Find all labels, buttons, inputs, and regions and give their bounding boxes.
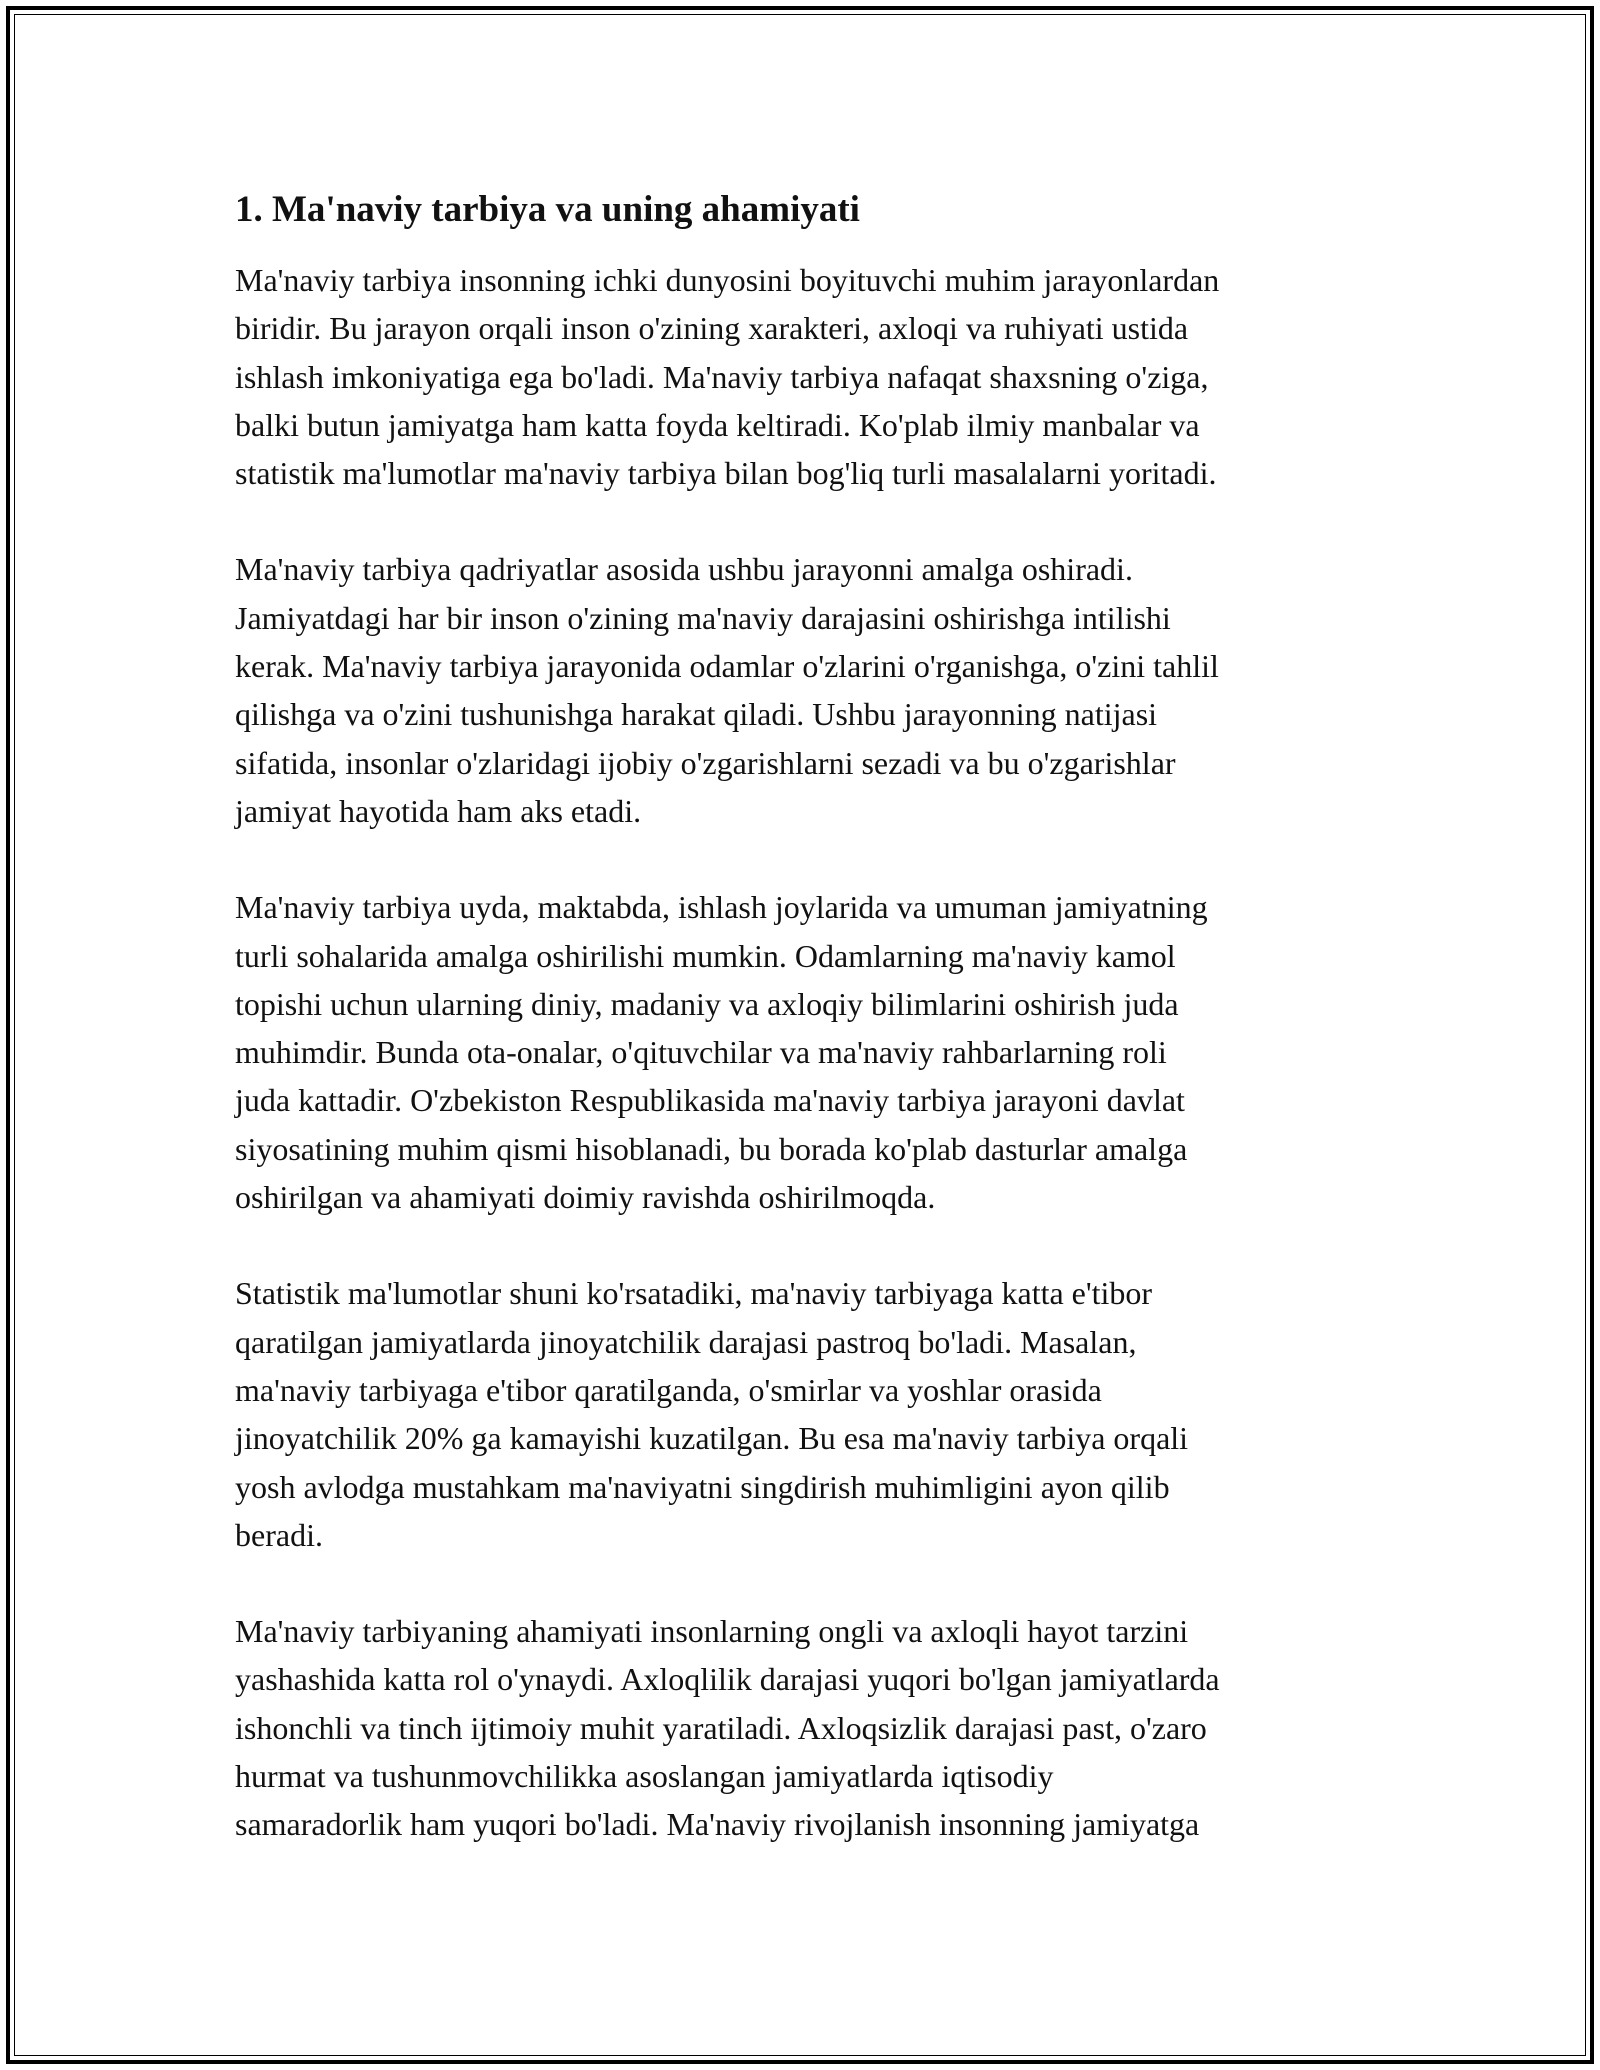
text-line: ishonchli va tinch ijtimoiy muhit yaratiladi. Axloqsizlik darajasi past, o'zaro: [235, 1709, 1207, 1746]
paragraph-3: [235, 883, 1375, 1221]
text-line: yosh avlodga mustahkam ma'naviyatni singdirish muhimligini ayon qilib: [235, 1468, 1170, 1505]
text-line: jamiyat hayotida ham aks etadi.: [235, 792, 642, 829]
paragraph-5: [235, 1607, 1375, 1848]
text-line: hurmat va tushunmovchilikka asoslangan jamiyatlarda iqtisodiy: [235, 1758, 1054, 1795]
text-line: Ma'naviy tarbiya qadriyatlar asosida ushbu jarayonni amalga oshiradi.: [235, 551, 1133, 588]
paragraph-2: [235, 545, 1375, 835]
text-line: Ma'naviy tarbiya uyda, maktabda, ishlash joylarida va umuman jamiyatning: [235, 889, 1208, 926]
text-line: oshirilgan va ahamiyati doimiy ravishda oshirilmoqda.: [235, 1179, 936, 1216]
section-heading: 1. Ma'naviy tarbiya va uning ahamiyati: [235, 189, 860, 230]
document-body: [235, 186, 1375, 1897]
text-line: turli sohalarida amalga oshirilishi mumkin. Odamlarning ma'naviy kamol: [235, 937, 1176, 974]
text-line: Ma'naviy tarbiyaning ahamiyati insonlarning ongli va axloqli hayot tarzini: [235, 1613, 1189, 1650]
text-line: topishi uchun ularning diniy, madaniy va axloqiy bilimlarini oshirish juda: [235, 985, 1179, 1022]
text-line: balki butun jamiyatga ham katta foyda keltiradi. Ko'plab ilmiy manbalar va: [235, 406, 1200, 443]
text-line: qaratilgan jamiyatlarda jinoyatchilik darajasi pastroq bo'ladi. Masalan,: [235, 1323, 1137, 1360]
text-line: qilishga va o'zini tushunishga harakat qiladi. Ushbu jarayonning natijasi: [235, 696, 1158, 733]
text-line: ma'naviy tarbiyaga e'tibor qaratilganda, o'smirlar va yoshlar orasida: [235, 1371, 1102, 1408]
text-line: ishlash imkoniyatiga ega bo'ladi. Ma'naviy tarbiya nafaqat shaxsning o'ziga,: [235, 358, 1209, 395]
text-line: Statistik ma'lumotlar shuni ko'rsatadiki, ma'naviy tarbiyaga katta e'tibor: [235, 1275, 1153, 1312]
text-line: samaradorlik ham yuqori bo'ladi. Ma'naviy rivojlanish insonning jamiyatga: [235, 1806, 1200, 1843]
text-line: beradi.: [235, 1516, 323, 1553]
text-line: Jamiyatdagi har bir inson o'zining ma'naviy darajasini oshirishga intilishi: [235, 599, 1171, 636]
text-line: statistik ma'lumotlar ma'naviy tarbiya bilan bog'liq turli masalalarni yoritadi.: [235, 455, 1217, 492]
paragraph-1: [235, 256, 1375, 497]
text-line: muhimdir. Bunda ota-onalar, o'qituvchilar va ma'naviy rahbarlarning roli: [235, 1034, 1167, 1071]
text-line: sifatida, insonlar o'zlaridagi ijobiy o'zgarishlarni sezadi va bu o'zgarishlar: [235, 744, 1176, 781]
text-line: yashashida katta rol o'ynaydi. Axloqlilik darajasi yuqori bo'lgan jamiyatlarda: [235, 1661, 1220, 1698]
text-line: siyosatining muhim qismi hisoblanadi, bu borada ko'plab dasturlar amalga: [235, 1130, 1188, 1167]
text-line: juda kattadir. O'zbekiston Respublikasida ma'naviy tarbiya jarayoni davlat: [235, 1082, 1185, 1119]
text-line: biridir. Bu jarayon orqali inson o'zining xarakteri, axloqi va ruhiyati ustida: [235, 310, 1189, 347]
paragraph-4: [235, 1269, 1375, 1559]
text-line: jinoyatchilik 20% ga kamayishi kuzatilgan. Bu esa ma'naviy tarbiya orqali: [235, 1420, 1189, 1457]
text-line: Ma'naviy tarbiya insonning ichki dunyosini boyituvchi muhim jarayonlardan: [235, 262, 1220, 298]
text-line: kerak. Ma'naviy tarbiya jarayonida odamlar o'zlarini o'rganishga, o'zini tahlil: [235, 648, 1219, 685]
